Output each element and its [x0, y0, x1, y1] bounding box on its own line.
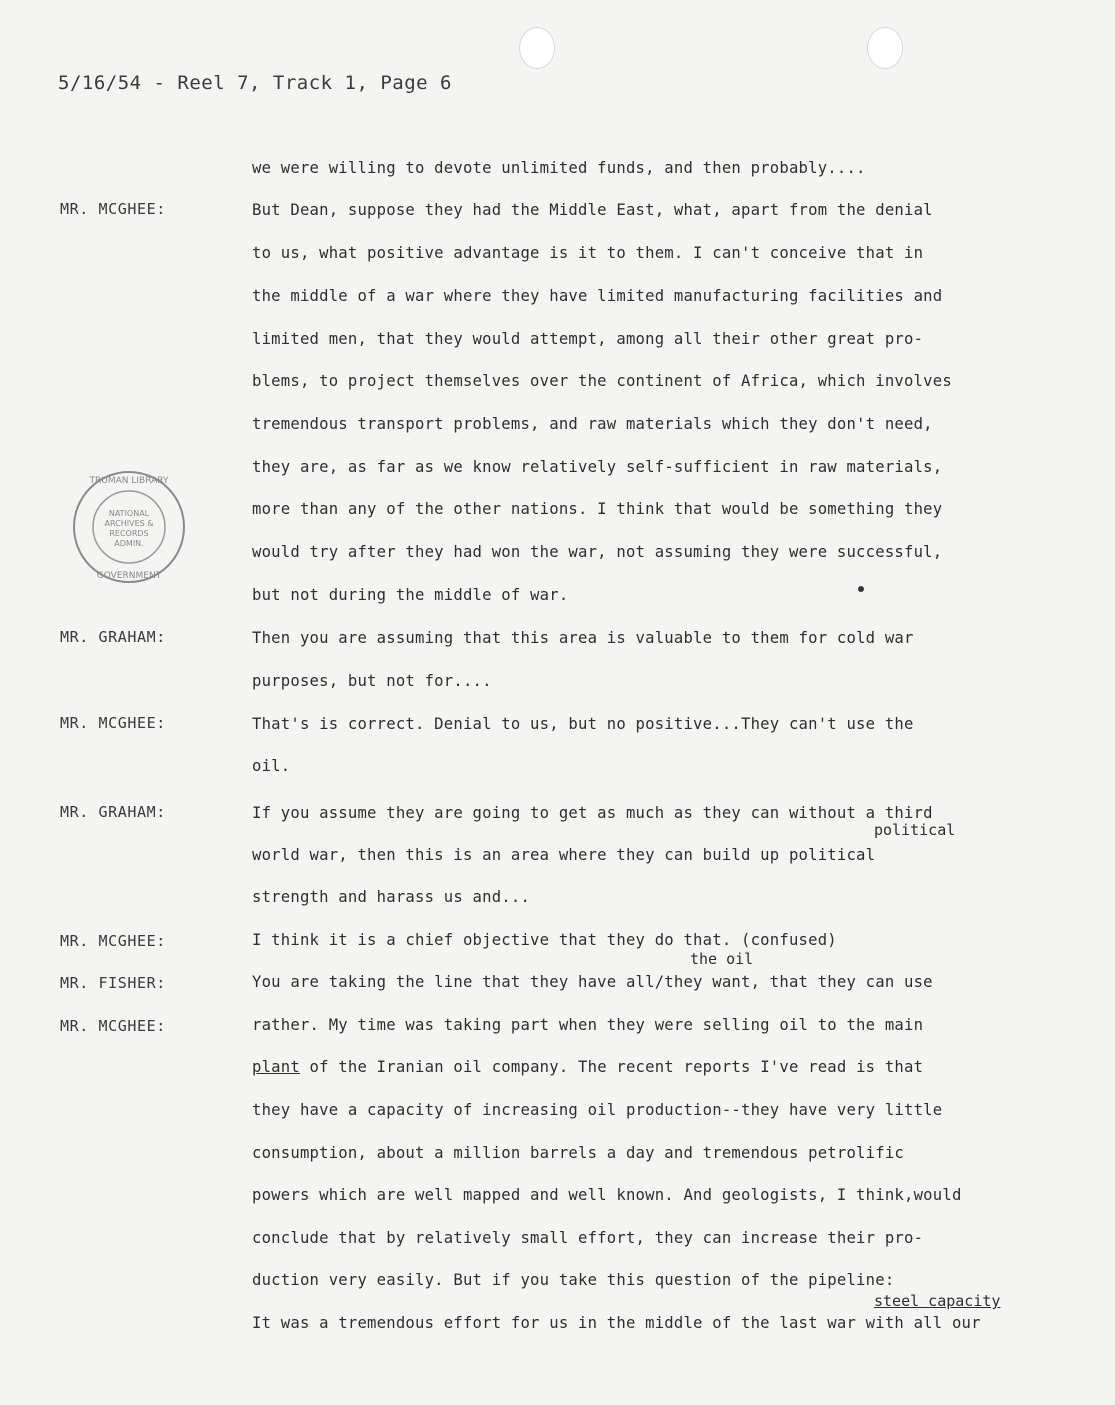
transcript-line: You are taking the line that they have all/they want, that they can use: [252, 973, 933, 991]
transcript-line: limited men, that they would attempt, among all their other great pro-: [252, 330, 924, 348]
transcript-line: they are, as far as we know relatively self-sufficient in raw materials,: [252, 458, 943, 476]
transcript-line: It was a tremendous effort for us in the middle of the last war with all our: [252, 1314, 981, 1332]
page-header: 5/16/54 - Reel 7, Track 1, Page 6: [58, 72, 452, 94]
transcript-line: they have a capacity of increasing oil production--they have very little: [252, 1101, 943, 1119]
punch-hole-right: [868, 28, 902, 68]
svg-text:TRUMAN LIBRARY: TRUMAN LIBRARY: [89, 476, 169, 486]
transcript-line: blems, to project themselves over the continent of Africa, which involves: [252, 372, 952, 390]
svg-text:ADMIN.: ADMIN.: [114, 539, 144, 548]
ink-speck: [858, 586, 864, 592]
speaker-label: MR. MCGHEE:: [60, 200, 166, 218]
transcript-line: consumption, about a million barrels a day and tremendous petrolific: [252, 1144, 904, 1162]
svg-text:RECORDS: RECORDS: [109, 529, 149, 538]
transcript-line: more than any of the other nations. I think that would be something they: [252, 500, 943, 518]
speaker-label: MR. MCGHEE:: [60, 1017, 166, 1035]
transcript-line: powers which are well mapped and well known. And geologists, I think,would: [252, 1186, 962, 1204]
transcript-line: the middle of a war where they have limited manufacturing facilities and: [252, 287, 943, 305]
transcript-line: Then you are assuming that this area is valuable to them for cold war: [252, 629, 914, 647]
transcript-line: world war, then this is an area where they can build up political: [252, 846, 876, 864]
transcript-line: strength and harass us and...: [252, 888, 531, 906]
transcript-line: duction very easily. But if you take this question of the pipeline:: [252, 1271, 895, 1289]
transcript-line: we were willing to devote unlimited funds, and then probably....: [252, 159, 866, 177]
transcript-line: But Dean, suppose they had the Middle East, what, apart from the denial: [252, 201, 933, 219]
transcript-line: tremendous transport problems, and raw materials which they don't need,: [252, 415, 933, 433]
transcript-line: I think it is a chief objective that they do that. (confused): [252, 931, 837, 949]
transcript-line: purposes, but not for....: [252, 672, 492, 690]
speaker-label: MR. MCGHEE:: [60, 932, 166, 950]
transcript-line: If you assume they are going to get as much as they can without a third: [252, 804, 933, 822]
svg-text:ARCHIVES &: ARCHIVES &: [104, 519, 154, 528]
transcript-line: rather. My time was taking part when they were selling oil to the main: [252, 1016, 924, 1034]
transcript-line: [252, 1058, 923, 1076]
interlinear-insertion: the oil: [690, 950, 754, 968]
archive-stamp: [70, 468, 188, 586]
transcript-line: but not during the middle of war.: [252, 586, 569, 604]
transcript-line: oil.: [252, 757, 291, 775]
transcript-line: to us, what positive advantage is it to them. I can't conceive that in: [252, 244, 924, 262]
underlined-word: plant: [252, 1058, 300, 1076]
transcript-line: That's is correct. Denial to us, but no positive...They can't use the: [252, 715, 914, 733]
transcript-line: conclude that by relatively small effort, they can increase their pro-: [252, 1229, 924, 1247]
interlinear-insertion: political: [874, 821, 956, 839]
svg-text:GOVERNMENT: GOVERNMENT: [96, 571, 162, 581]
transcript-line: would try after they had won the war, not assuming they were successful,: [252, 543, 943, 561]
svg-text:NATIONAL: NATIONAL: [108, 509, 150, 518]
speaker-label: MR. FISHER:: [60, 974, 166, 992]
speaker-label: MR. GRAHAM:: [60, 803, 166, 821]
interlinear-insertion: steel capacity: [874, 1292, 1001, 1310]
speaker-label: MR. GRAHAM:: [60, 628, 166, 646]
speaker-label: MR. MCGHEE:: [60, 714, 166, 732]
line-text: of the Iranian oil company. The recent reports I've read is that: [299, 1058, 924, 1076]
punch-hole-left: [520, 28, 554, 68]
